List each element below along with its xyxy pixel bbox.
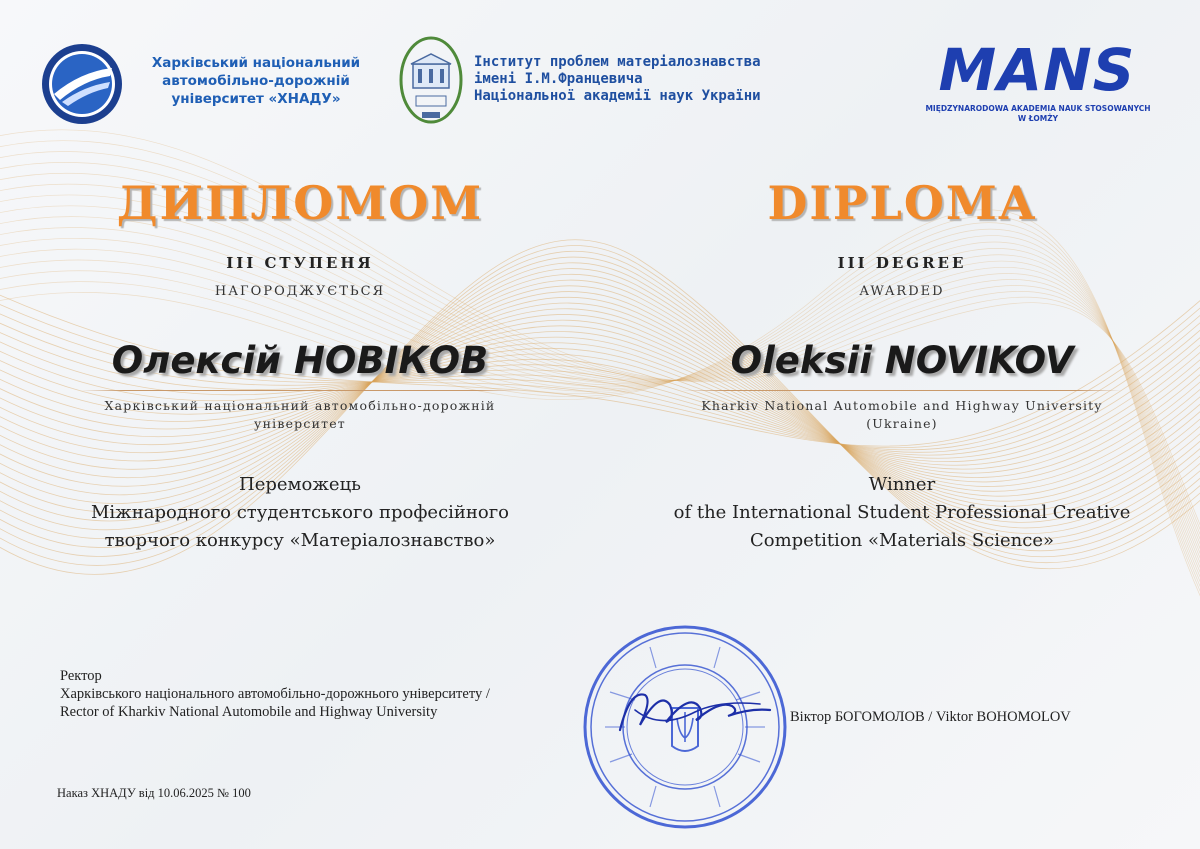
khadi-logo [40, 42, 361, 126]
winner-uk-line-2: Міжнародного студентського професійного [90, 502, 510, 523]
winner-text-uk [40, 471, 560, 555]
mans-sub-line-1: MIĘDZYNARODOWA AKADEMIA NAUK STOSOWANYCH [925, 104, 1151, 113]
diploma-title-uk: ДИПЛОМОМ [116, 176, 484, 230]
winner-en-line-3: Competition «Materials Science» [749, 530, 1054, 551]
university-en [642, 397, 1162, 433]
mans-logo-word: MANS [938, 36, 1136, 104]
khadi-line-1: Харківський національний [151, 55, 361, 71]
mans-subtitle [918, 104, 1158, 124]
winner-en-line-2: of the International Student Professional Creative [673, 502, 1131, 523]
university-uk-line-2: університет [254, 416, 346, 431]
rector-line-3: Rector of Kharkiv National Automobile and Highway University [60, 704, 438, 720]
university-uk [40, 397, 560, 433]
winner-text-en [642, 471, 1162, 555]
degree-en: III DEGREE [837, 254, 967, 272]
khadi-name [136, 54, 376, 108]
mans-logo [918, 36, 1158, 126]
university-uk-line-1: Харківський національний автомобільно-дорожній [104, 398, 496, 413]
mans-sub-line-2: W ŁOMŻY [1017, 114, 1059, 123]
diploma-title-en: DIPLOMA [767, 176, 1037, 230]
khadi-line-3: університет «ХНАДУ» [171, 91, 341, 107]
name-underline-en [682, 390, 1122, 391]
ukrainian-column [40, 170, 560, 555]
winner-uk-line-3: творчого конкурсу «Матеріалознавство» [104, 530, 496, 551]
khadi-line-2: автомобільно-дорожній [162, 73, 350, 89]
rector-line-2: Харківського національного автомобільно-дорожнього університету / [60, 686, 490, 702]
awarded-uk: НАГОРОДЖУЄТЬСЯ [214, 284, 386, 299]
signature-icon [600, 670, 800, 750]
signer-name: Віктор БОГОМОЛОВ / Viktor BOHOMOLOV [790, 709, 1071, 725]
ipm-line-1: Інститут проблем матеріалознавства [474, 54, 761, 70]
ipm-logo [398, 34, 868, 126]
recipient-name-uk: Олексій НОВІКОВ [111, 339, 489, 382]
khadi-emblem-icon [40, 42, 124, 126]
name-underline-uk [80, 390, 520, 391]
ipm-line-2: імені І.М.Францевича [474, 71, 643, 87]
ipm-name [474, 54, 874, 105]
recipient-name-en: Oleksii NOVIKOV [730, 339, 1074, 382]
ipm-emblem-icon [398, 34, 464, 126]
winner-uk-line-1: Переможець [239, 474, 361, 495]
rector-title [60, 667, 490, 721]
awarded-en: AWARDED [859, 284, 945, 299]
order-reference: Наказ ХНАДУ від 10.06.2025 № 100 [57, 786, 251, 800]
english-column [642, 170, 1162, 555]
university-en-line-2: (Ukraine) [866, 416, 938, 431]
degree-uk: ІІІ СТУПЕНЯ [226, 254, 374, 272]
university-en-line-1: Kharkiv National Automobile and Highway University [701, 398, 1103, 413]
ipm-line-3: Національної академії наук України [474, 88, 761, 104]
winner-en-line-1: Winner [868, 474, 936, 495]
rector-line-1: Ректор [60, 668, 102, 684]
